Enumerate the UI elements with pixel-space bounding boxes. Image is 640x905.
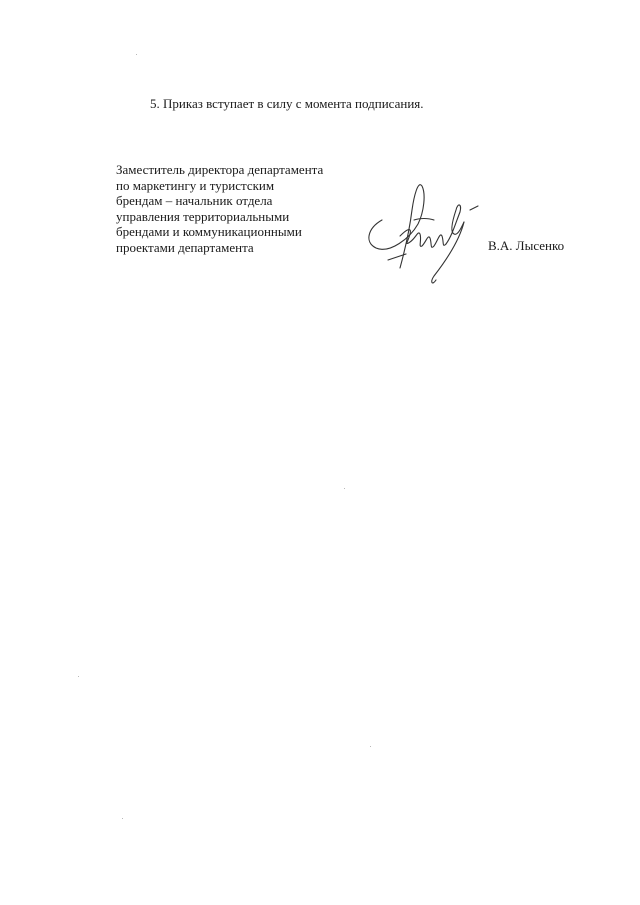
position-line: по маркетингу и туристским bbox=[116, 177, 275, 193]
position-line: управления территориальными bbox=[116, 208, 290, 224]
scan-speck bbox=[370, 746, 371, 747]
scan-speck bbox=[344, 488, 345, 489]
position-line: брендам – начальник отдела bbox=[116, 193, 273, 208]
scan-speck bbox=[78, 676, 79, 677]
order-clause-5: 5. Приказ вступает в силу с момента подписания. bbox=[150, 96, 424, 111]
signatory-position bbox=[116, 162, 323, 255]
position-line: брендами и коммуникационными bbox=[116, 224, 302, 239]
scan-speck bbox=[122, 818, 123, 819]
signatory-name: В.А. Лысенко bbox=[488, 238, 565, 253]
scan-speck bbox=[136, 54, 137, 55]
position-line: проектами департамента bbox=[116, 239, 254, 255]
position-line: Заместитель директора департамента bbox=[116, 162, 324, 177]
handwritten-signature bbox=[360, 176, 490, 288]
